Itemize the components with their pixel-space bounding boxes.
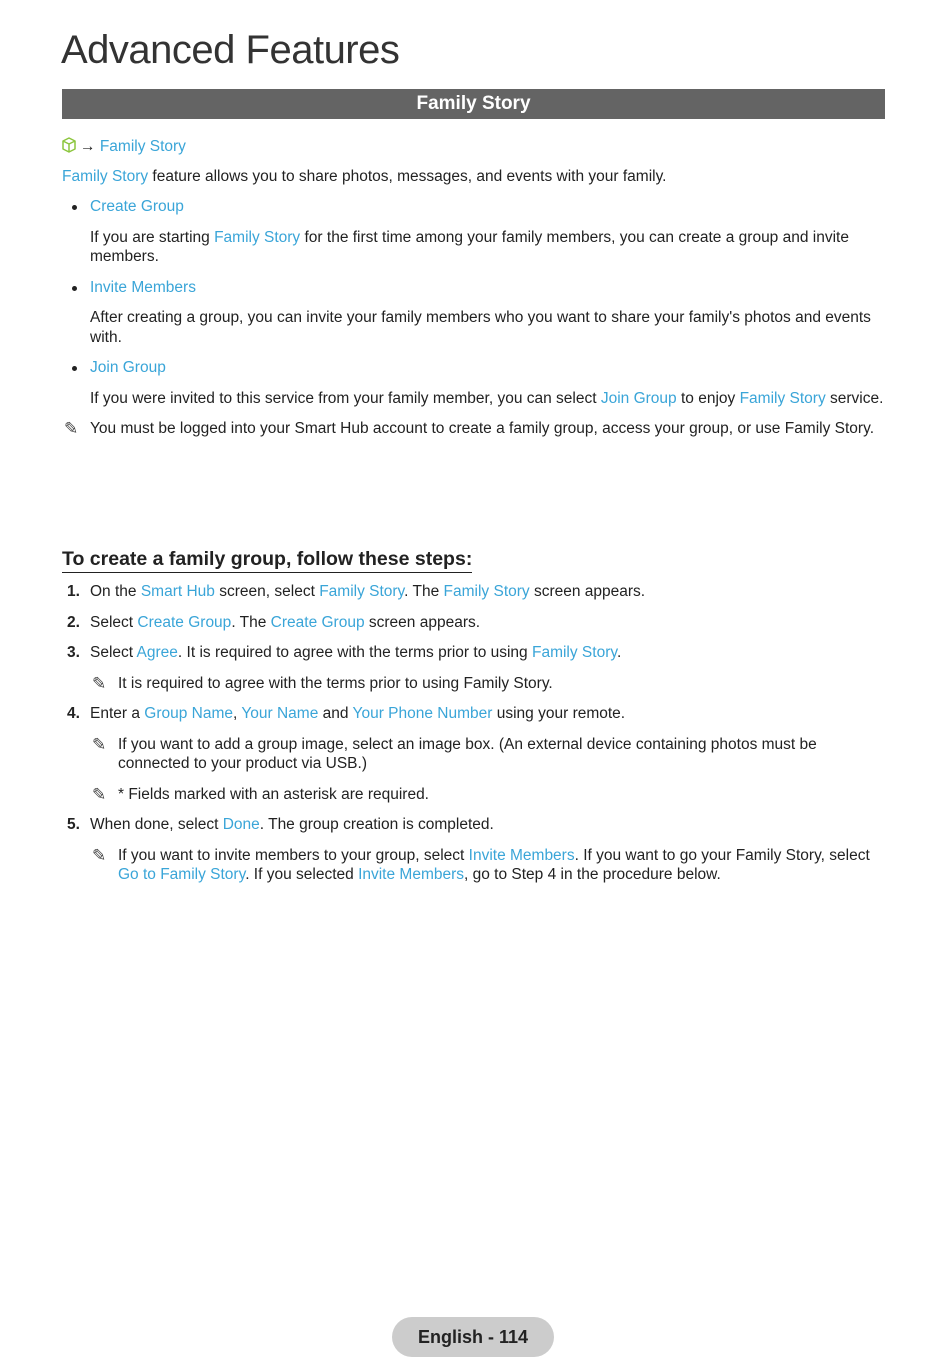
- bullet-label: Create Group: [90, 198, 184, 215]
- bullet-dot: [72, 366, 77, 371]
- step-note: [62, 846, 885, 885]
- step-link: Your Phone Number: [352, 705, 493, 722]
- step-text: ,: [233, 705, 242, 722]
- note: [62, 419, 885, 439]
- step-text: and: [318, 705, 353, 722]
- intro-link: Family Story: [62, 168, 149, 185]
- step-link: Smart Hub: [140, 583, 215, 600]
- note-link: Go to Family Story: [118, 866, 246, 883]
- step-text: .: [616, 644, 622, 661]
- bullet-dot: [72, 286, 77, 291]
- desc-link: Join Group: [600, 389, 677, 407]
- step-note: [62, 735, 885, 774]
- step-text: . The: [231, 613, 271, 631]
- desc-text: service.: [825, 389, 884, 407]
- breadcrumb-link-family-story[interactable]: Family Story: [99, 138, 186, 155]
- pencil-note-icon: ✎: [92, 673, 107, 693]
- step-link: Create Group: [137, 613, 232, 631]
- steps-heading: To create a family group, follow these steps:: [62, 548, 472, 573]
- pencil-note-icon: ✎: [92, 734, 107, 754]
- pencil-note-icon: ✎: [64, 419, 79, 438]
- step-text: using your remote.: [492, 705, 626, 722]
- bullet-label: Join Group: [90, 359, 166, 376]
- desc-link: Family Story: [739, 389, 826, 407]
- step-3: [62, 643, 885, 663]
- step-text: When done, select: [90, 816, 223, 833]
- step-text: screen appears.: [364, 613, 481, 631]
- step-number: 5.: [67, 816, 80, 833]
- step-link: Your Name: [241, 705, 319, 722]
- note-text: If you want to invite members to your group, select: [118, 846, 469, 864]
- note-text: If you want to add a group image, select an image box. (An external device containing photos must be connected to your product via USB.): [118, 735, 817, 772]
- step-4: [62, 704, 885, 724]
- section-title-bar: Family Story: [62, 89, 885, 119]
- desc-link: Family Story: [214, 228, 301, 246]
- desc-text: for the first time among your family members, you can create a group and invite members.: [90, 228, 849, 265]
- cube-icon: [62, 137, 76, 159]
- intro-text: feature allows you to share photos, messages, and events with your family.: [148, 168, 667, 185]
- step-text: . The: [404, 583, 444, 600]
- page-title: Advanced Features: [61, 28, 400, 72]
- step-link: Agree: [136, 644, 178, 661]
- note-text: . If you selected: [245, 866, 359, 883]
- step-2: [62, 613, 885, 633]
- pencil-note-icon: ✎: [92, 784, 107, 804]
- steps-list: [62, 582, 885, 896]
- bullet-create-group: [62, 197, 885, 217]
- step-text: screen appears.: [529, 583, 646, 600]
- bullet-dot: [72, 205, 77, 210]
- step-link: Create Group: [270, 613, 365, 631]
- desc-text: If you were invited to this service from your family member, you can select: [90, 389, 601, 407]
- intro-paragraph: [62, 167, 885, 187]
- breadcrumb: [62, 137, 885, 159]
- bullet-label: Invite Members: [90, 278, 196, 296]
- step-number: 1.: [67, 583, 80, 600]
- pencil-note-icon: ✎: [92, 845, 107, 865]
- step-number: 2.: [67, 613, 80, 631]
- desc-text: If you are starting: [90, 228, 215, 246]
- page-number-footer: English - 114: [392, 1317, 554, 1357]
- step-link: Family Story: [531, 644, 617, 661]
- step-text: . It is required to agree with the terms prior to using: [177, 644, 532, 661]
- note-text: You must be logged into your Smart Hub account to create a family group, access your group, or use Family Story.: [90, 420, 874, 437]
- step-text: Enter a: [90, 705, 145, 722]
- step-5: [62, 815, 885, 835]
- step-text: screen, select: [214, 583, 320, 600]
- bullet-description: [62, 228, 885, 267]
- step-text: . The group creation is completed.: [259, 816, 494, 833]
- step-link: Family Story: [443, 583, 530, 600]
- breadcrumb-arrow: →: [80, 138, 96, 155]
- feature-list: [62, 197, 885, 439]
- bullet-description: [62, 389, 885, 409]
- desc-text: to enjoy: [676, 389, 740, 407]
- step-text: Select: [90, 613, 138, 631]
- step-link: Family Story: [319, 583, 405, 600]
- bullet-description: After creating a group, you can invite your family members who you want to share your family's photos and events with.: [90, 309, 871, 346]
- step-text: Select: [90, 644, 137, 661]
- step-note: [62, 785, 885, 805]
- step-link: Group Name: [144, 705, 234, 722]
- step-link: Done: [222, 816, 260, 833]
- step-text: On the: [90, 583, 141, 600]
- bullet-join-group: [62, 358, 885, 378]
- note-text: * Fields marked with an asterisk are required.: [118, 785, 429, 803]
- note-text: , go to Step 4 in the procedure below.: [464, 866, 721, 883]
- bullet-invite-members: [62, 278, 885, 298]
- step-number: 4.: [67, 705, 80, 722]
- note-link: Invite Members: [468, 846, 575, 864]
- step-1: [62, 582, 885, 602]
- step-note: [62, 674, 885, 694]
- note-text: It is required to agree with the terms prior to using Family Story.: [118, 674, 553, 692]
- note-text: . If you want to go your Family Story, select: [574, 846, 870, 864]
- note-link: Invite Members: [358, 866, 465, 883]
- step-number: 3.: [67, 644, 80, 661]
